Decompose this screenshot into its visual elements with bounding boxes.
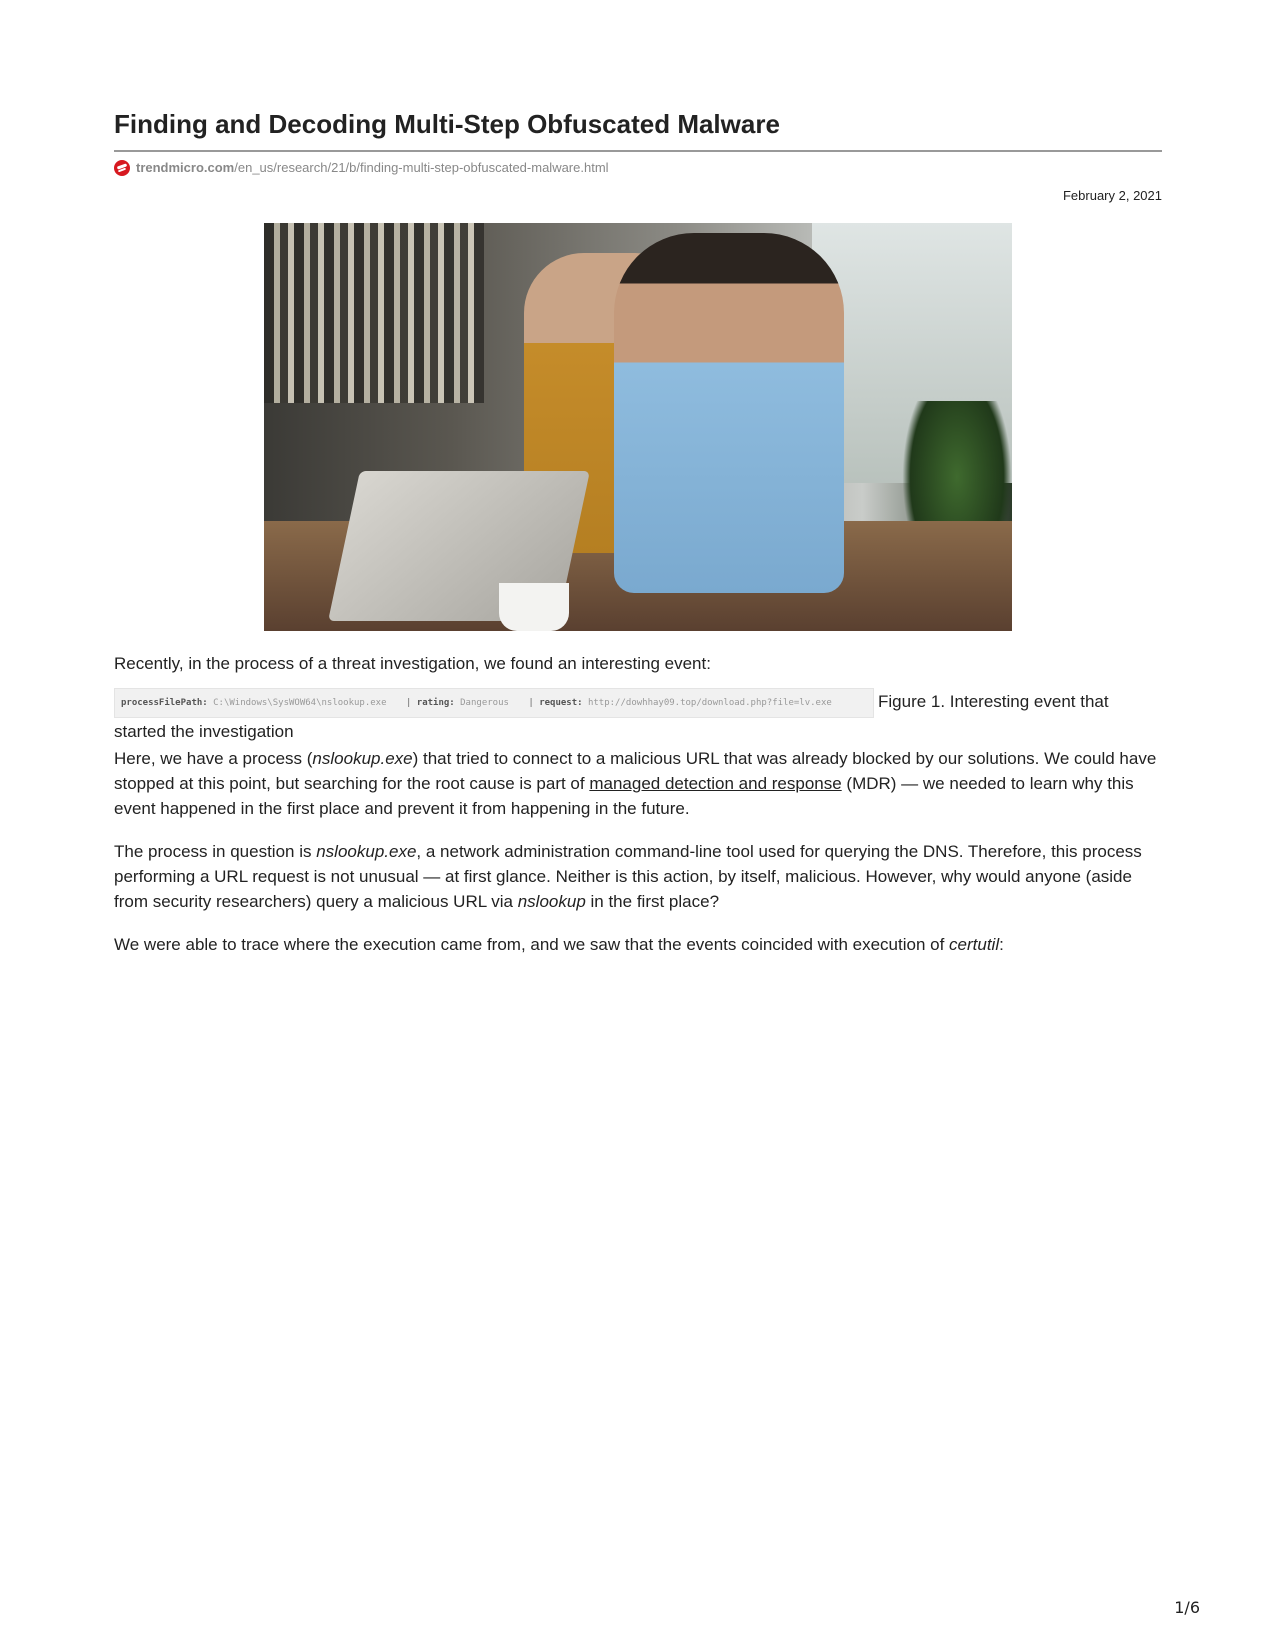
figure-caption: Figure 1. Interesting event that started the investigation: [114, 692, 1109, 741]
publish-date: February 2, 2021: [1062, 187, 1162, 203]
body-paragraph-1: [114, 746, 1162, 821]
event-key-rating: rating:: [416, 697, 455, 708]
mdr-link[interactable]: managed detection and response: [589, 773, 842, 793]
trendmicro-logo-icon: [114, 160, 130, 176]
event-value-path: C:\Windows\SysWOW64\nslookup.exe: [213, 697, 387, 708]
text-run: We were able to trace where the execution came from, and we saw that the events coincided with execution of: [114, 934, 950, 954]
source-line: [114, 160, 1162, 176]
page-title: Finding and Decoding Multi-Step Obfuscated Malware: [114, 108, 1162, 152]
figure-1: [114, 688, 1162, 746]
event-value-request: http://dowhhay09.top/download.php?file=lv.exe: [587, 697, 832, 708]
text-run: Here, we have a process (: [114, 748, 313, 768]
text-run: , a network administration command-line tool used for querying the DNS. Therefore, this process performing a URL request is not unusual — at first glance. Neither is this action, by itself, malicious. However, why would anyone (aside from security researchers) query a malicious URL via: [114, 841, 1142, 911]
body-paragraph-3: [114, 932, 1162, 957]
page-number: 1/6: [1174, 1598, 1200, 1617]
text-run: The process in question is: [114, 841, 317, 861]
event-log-image: [114, 688, 874, 718]
text-run: (MDR) — we needed to learn why this event happened in the first place and prevent it from happening in the future.: [114, 773, 1134, 818]
text-run: ) that tried to connect to a malicious URL that was already blocked by our solutions. We could have stopped at this point, but searching for the root cause is part of: [114, 748, 1157, 793]
mug-shape: [499, 583, 569, 631]
person-right-shape: [614, 233, 844, 593]
text-run: :: [999, 934, 1004, 954]
intro-paragraph: Recently, in the process of a threat investigation, we found an interesting event:: [114, 653, 711, 673]
text-run: in the first place?: [585, 891, 720, 911]
event-separator: |: [405, 697, 412, 708]
event-key-path: processFilePath:: [121, 697, 208, 708]
event-value-rating: Dangerous: [460, 697, 509, 708]
hero-photo: [264, 223, 1012, 631]
emphasis-certutil: certutil: [949, 934, 1000, 954]
body-paragraph-2: [114, 839, 1162, 914]
article-page: [114, 108, 1162, 957]
source-domain[interactable]: trendmicro.com: [136, 160, 235, 176]
source-path[interactable]: /en_us/research/21/b/finding-multi-step-obfuscated-malware.html: [234, 160, 609, 176]
event-separator: |: [528, 697, 534, 708]
event-key-request: request:: [539, 697, 583, 708]
emphasis-nslookup-exe: nslookup.exe: [316, 841, 417, 861]
emphasis-nslookup: nslookup: [517, 891, 586, 911]
emphasis-nslookup: nslookup.exe: [312, 748, 413, 768]
bookshelf-shape: [264, 223, 484, 403]
